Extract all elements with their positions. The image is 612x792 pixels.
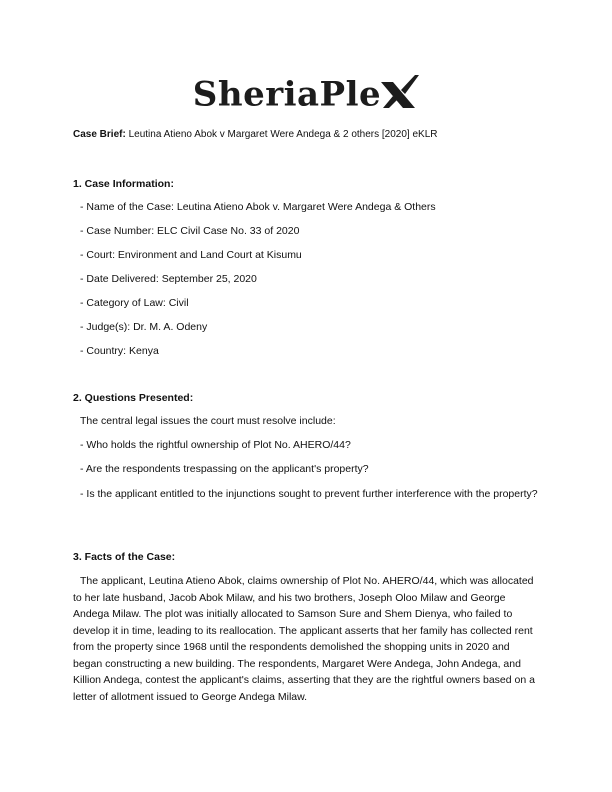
- questions-intro: The central legal issues the court must resolve include:: [80, 415, 336, 427]
- case-brief-title: Leutina Atieno Abok v Margaret Were Andega & 2 others [2020] eKLR: [128, 129, 438, 140]
- section-heading-case-information: 1. Case Information:: [73, 178, 174, 190]
- question-item: - Is the applicant entitled to the injunctions sought to prevent further interference with the property?: [80, 488, 538, 500]
- section-heading-questions-presented: 2. Questions Presented:: [73, 392, 194, 404]
- sheriaplex-logo: [0, 72, 612, 122]
- case-info-item: - Judge(s): Dr. M. A. Odeny: [80, 321, 208, 333]
- case-info-item: - Case Number: ELC Civil Case No. 33 of 2020: [80, 225, 300, 237]
- x-mark-icon: [377, 72, 419, 117]
- question-item: - Who holds the rightful ownership of Plot No. AHERO/44?: [80, 439, 351, 451]
- question-item: - Are the respondents trespassing on the applicant's property?: [80, 463, 369, 475]
- case-info-item: - Name of the Case: Leutina Atieno Abok v. Margaret Were Andega & Others: [80, 201, 436, 213]
- case-info-item: - Date Delivered: September 25, 2020: [80, 273, 257, 285]
- case-brief-line: [73, 129, 438, 140]
- case-info-item: - Category of Law: Civil: [80, 297, 189, 309]
- case-info-item: - Country: Kenya: [80, 345, 159, 357]
- facts-paragraph: The applicant, Leutina Atieno Abok, claims ownership of Plot No. AHERO/44, which was allocated to her late husband, Jacob Abok Milaw, and his two brothers, Joseph Oloo Milaw and George Andega Milaw. The plot was initially allocated to Samson Sure and Shem Dienya, who failed to develop it in time, leading to its reallocation. The applicant asserts that her family has collected rent from the property since 1968 until the respondents demolished the shopping units in 2020 and began constructing a new building. The respondents, Margaret Were Andega, John Andega, and Killion Andega, contest the applicant's claims, asserting that they are the rightful owners based on a letter of allotment issued to George Andega Milaw.: [73, 575, 535, 703]
- case-info-item: - Court: Environment and Land Court at Kisumu: [80, 249, 302, 261]
- section-heading-facts: 3. Facts of the Case:: [73, 551, 176, 563]
- logo-text: SheriaPle: [192, 74, 382, 115]
- case-brief-label: Case Brief:: [73, 129, 126, 140]
